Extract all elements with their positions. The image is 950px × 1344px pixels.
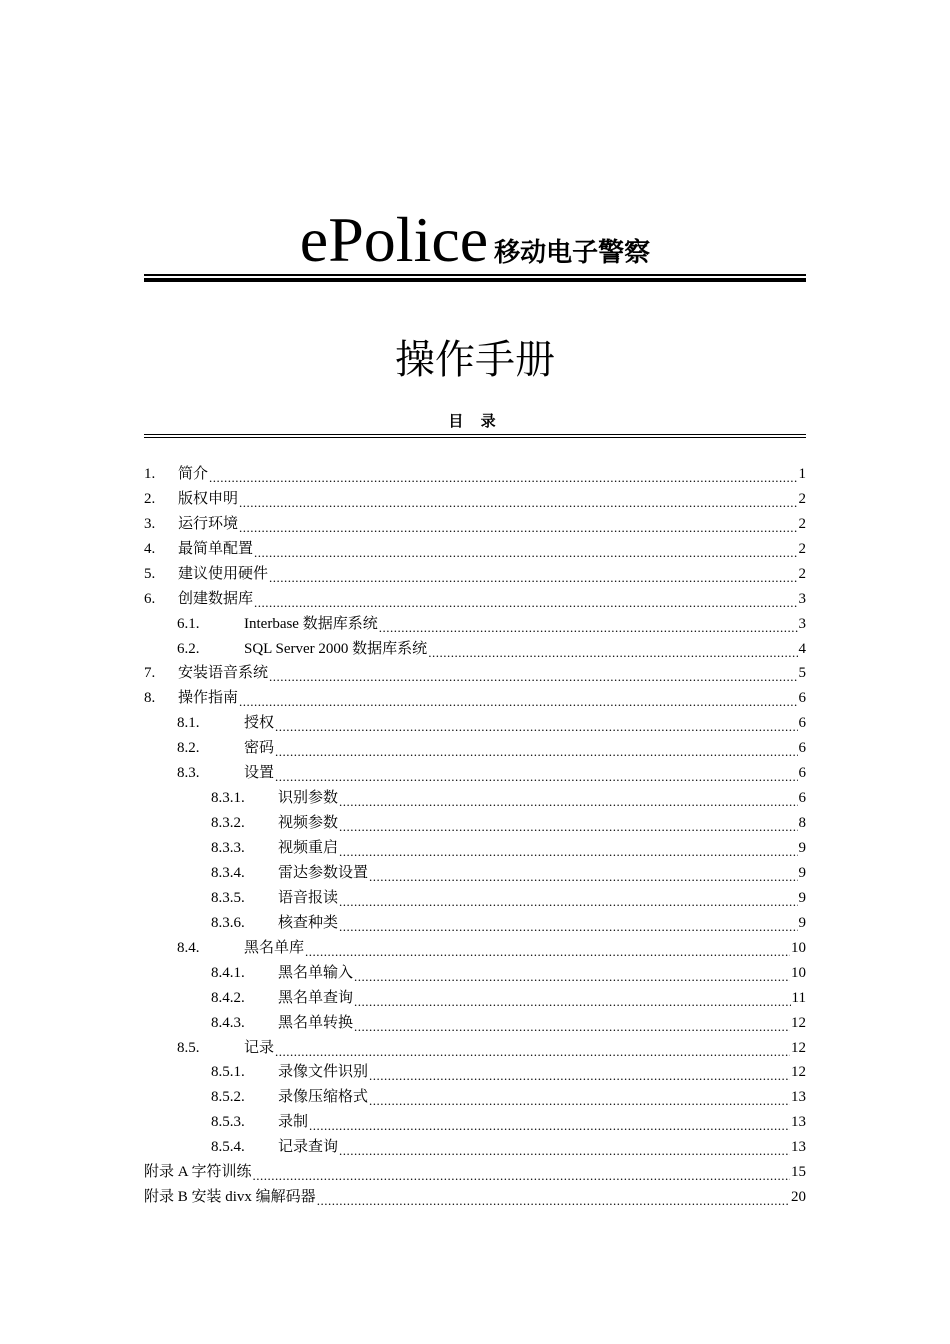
toc-dot-leader bbox=[275, 711, 797, 736]
toc-entry-page: 2 bbox=[798, 540, 806, 557]
toc-entry-number: 8. bbox=[144, 690, 156, 707]
toc-entry-label: 运行环境 bbox=[178, 515, 239, 532]
toc-entry-number: 8.2. bbox=[177, 740, 200, 757]
toc-dot-leader bbox=[354, 961, 790, 986]
toc-entry-label: 密码 bbox=[244, 740, 275, 757]
toc-dot-leader bbox=[354, 1011, 790, 1036]
toc-entry-number: 3. bbox=[144, 515, 156, 532]
toc-entry[interactable] bbox=[144, 986, 806, 1011]
toc-dot-leader bbox=[354, 986, 791, 1011]
toc-entry[interactable] bbox=[144, 686, 806, 711]
toc-entry-number: 8.3.4. bbox=[211, 864, 245, 881]
toc-entry-label: 授权 bbox=[244, 715, 275, 732]
toc-entry-page: 5 bbox=[798, 665, 806, 682]
toc-entry-page: 6 bbox=[798, 740, 806, 757]
toc-dot-leader bbox=[339, 836, 797, 861]
toc-entry[interactable] bbox=[144, 761, 806, 786]
toc-entry-page: 1 bbox=[798, 465, 806, 482]
document-subtitle: 操作手册 bbox=[395, 337, 555, 383]
toc-entry[interactable] bbox=[144, 836, 806, 861]
toc-entry-number: 8.5.3. bbox=[211, 1114, 245, 1131]
toc-entry[interactable] bbox=[144, 961, 806, 986]
toc-entry-label: 黑名单转换 bbox=[278, 1014, 354, 1031]
toc-entry[interactable] bbox=[144, 587, 806, 612]
document-title bbox=[0, 200, 950, 280]
toc-entry[interactable] bbox=[144, 811, 806, 836]
toc-dot-leader bbox=[305, 936, 790, 961]
toc-entry-page: 3 bbox=[798, 590, 806, 607]
toc-entry-label: 创建数据库 bbox=[178, 590, 254, 607]
toc-entry-number: 8.1. bbox=[177, 715, 200, 732]
toc-entry[interactable] bbox=[144, 537, 806, 562]
toc-entry[interactable] bbox=[144, 637, 806, 662]
toc-entry-number: 6. bbox=[144, 590, 156, 607]
toc-entry[interactable] bbox=[144, 487, 806, 512]
toc-entry-page: 6 bbox=[798, 765, 806, 782]
toc-entry-page: 13 bbox=[791, 1089, 806, 1106]
toc-entry[interactable] bbox=[144, 1036, 806, 1061]
toc-dot-leader bbox=[254, 587, 797, 612]
toc-entry-number: 8.3.1. bbox=[211, 790, 245, 807]
toc-entry[interactable] bbox=[144, 786, 806, 811]
toc-entry-number: 1. bbox=[144, 465, 156, 482]
toc-dot-leader bbox=[239, 512, 797, 537]
toc-entry-label: 附录 A 字符训练 bbox=[144, 1164, 252, 1181]
toc-entry-label: 黑名单查询 bbox=[278, 989, 354, 1006]
toc-entry-page: 3 bbox=[798, 615, 806, 632]
toc-dot-leader bbox=[317, 1185, 790, 1210]
toc-entry-label: 最简单配置 bbox=[178, 540, 254, 557]
toc-entry-page: 4 bbox=[798, 640, 806, 657]
toc-dot-leader bbox=[269, 562, 797, 587]
toc-entry-page: 12 bbox=[791, 1014, 806, 1031]
toc-dot-leader bbox=[239, 686, 797, 711]
toc-entry[interactable] bbox=[144, 1110, 806, 1135]
toc-entry-label: 视频参数 bbox=[278, 815, 339, 832]
toc-entry-label: 操作指南 bbox=[178, 690, 239, 707]
toc-entry-page: 20 bbox=[791, 1189, 806, 1206]
toc-entry-label: 黑名单输入 bbox=[278, 964, 354, 981]
toc-entry-number: 8.3.3. bbox=[211, 840, 245, 857]
toc-entry-number: 5. bbox=[144, 565, 156, 582]
toc-entry[interactable] bbox=[144, 1160, 806, 1185]
toc-dot-leader bbox=[275, 736, 797, 761]
toc-entry[interactable] bbox=[144, 1085, 806, 1110]
toc-entry-label: 视频重启 bbox=[278, 840, 339, 857]
title-divider bbox=[144, 274, 806, 282]
toc-dot-leader bbox=[339, 811, 797, 836]
toc-entry-number: 8.4.2. bbox=[211, 989, 245, 1006]
toc-heading: 目 录 bbox=[448, 412, 502, 430]
toc-entry-page: 6 bbox=[798, 715, 806, 732]
toc-dot-leader bbox=[275, 761, 797, 786]
toc-entry-page: 9 bbox=[798, 864, 806, 881]
toc-entry-number: 6.2. bbox=[177, 640, 200, 657]
toc-entry[interactable] bbox=[144, 1011, 806, 1036]
toc-dot-leader bbox=[339, 886, 797, 911]
toc-entry[interactable] bbox=[144, 1185, 806, 1210]
toc-entry-number: 8.3.5. bbox=[211, 889, 245, 906]
toc-entry[interactable] bbox=[144, 936, 806, 961]
toc-dot-leader bbox=[339, 1135, 790, 1160]
toc-entry-page: 2 bbox=[798, 565, 806, 582]
toc-entry-number: 8.4.3. bbox=[211, 1014, 245, 1031]
toc-entry-number: 2. bbox=[144, 490, 156, 507]
toc-dot-leader bbox=[253, 1160, 790, 1185]
toc-entry-number: 8.5.1. bbox=[211, 1064, 245, 1081]
toc-entry-number: 8.4.1. bbox=[211, 964, 245, 981]
toc-entry-label: 建议使用硬件 bbox=[178, 565, 269, 582]
toc-entry[interactable] bbox=[144, 861, 806, 886]
toc-entry-label: 版权申明 bbox=[178, 490, 239, 507]
toc-entry[interactable] bbox=[144, 662, 806, 687]
toc-dot-leader bbox=[269, 662, 797, 687]
toc-entry-page: 12 bbox=[791, 1039, 806, 1056]
toc-entry[interactable] bbox=[144, 886, 806, 911]
toc-entry-number: 8.5. bbox=[177, 1039, 200, 1056]
toc-dot-leader bbox=[369, 861, 797, 886]
toc-entry[interactable] bbox=[144, 562, 806, 587]
toc-entry-number: 8.5.4. bbox=[211, 1139, 245, 1156]
toc-entry-label: Interbase 数据库系统 bbox=[244, 615, 378, 632]
toc-entry-label: 记录查询 bbox=[278, 1139, 339, 1156]
toc-entry-label: 语音报读 bbox=[278, 889, 339, 906]
toc-entry-page: 9 bbox=[798, 840, 806, 857]
toc-entry-label: 雷达参数设置 bbox=[278, 864, 369, 881]
toc-entry-label: 核查种类 bbox=[278, 914, 339, 931]
toc-entry-label: 记录 bbox=[244, 1039, 275, 1056]
toc-entry[interactable] bbox=[144, 736, 806, 761]
toc-entry-label: 安装语音系统 bbox=[178, 665, 269, 682]
toc-entry[interactable] bbox=[144, 711, 806, 736]
toc-dot-leader bbox=[369, 1061, 790, 1086]
toc-dot-leader bbox=[275, 1036, 790, 1061]
toc-entry-label: SQL Server 2000 数据库系统 bbox=[244, 640, 428, 657]
toc-entry-label: 设置 bbox=[244, 765, 275, 782]
toc-entry-page: 13 bbox=[791, 1139, 806, 1156]
toc-divider bbox=[144, 434, 806, 438]
title-cjk: 移动电子警察 bbox=[494, 238, 651, 268]
toc-entry-label: 识别参数 bbox=[278, 790, 339, 807]
toc-entry-page: 6 bbox=[798, 690, 806, 707]
toc-entry-number: 8.3. bbox=[177, 765, 200, 782]
title-latin: ePolice bbox=[299, 204, 489, 275]
toc-entry-label: 录像文件识别 bbox=[278, 1064, 369, 1081]
toc-entry-label: 附录 B 安装 divx 编解码器 bbox=[144, 1189, 316, 1206]
toc-dot-leader bbox=[339, 786, 797, 811]
toc-entry-number: 8.3.6. bbox=[211, 914, 245, 931]
toc-entry-page: 8 bbox=[798, 815, 806, 832]
toc-entry-page: 2 bbox=[798, 490, 806, 507]
toc-entry-number: 4. bbox=[144, 540, 156, 557]
toc-entry[interactable] bbox=[144, 1135, 806, 1160]
toc-entry[interactable] bbox=[144, 462, 806, 487]
toc-entry-label: 黑名单库 bbox=[244, 939, 305, 956]
toc-entry-page: 6 bbox=[798, 790, 806, 807]
table-of-contents bbox=[144, 462, 806, 1210]
toc-entry-number: 8.4. bbox=[177, 939, 200, 956]
toc-entry-page: 12 bbox=[791, 1064, 806, 1081]
toc-dot-leader bbox=[379, 612, 798, 637]
toc-entry-page: 10 bbox=[791, 964, 806, 981]
toc-dot-leader bbox=[339, 911, 797, 936]
toc-dot-leader bbox=[428, 637, 797, 662]
toc-entry-page: 11 bbox=[791, 989, 806, 1006]
toc-dot-leader bbox=[309, 1110, 790, 1135]
toc-dot-leader bbox=[209, 462, 797, 487]
toc-entry-label: 录像压缩格式 bbox=[278, 1089, 369, 1106]
toc-entry-number: 8.3.2. bbox=[211, 815, 245, 832]
toc-entry-page: 10 bbox=[791, 939, 806, 956]
toc-entry-number: 8.5.2. bbox=[211, 1089, 245, 1106]
toc-entry[interactable] bbox=[144, 1061, 806, 1086]
toc-entry-page: 9 bbox=[798, 914, 806, 931]
toc-entry-label: 录制 bbox=[278, 1114, 309, 1131]
toc-entry-page: 15 bbox=[791, 1164, 806, 1181]
toc-dot-leader bbox=[369, 1085, 790, 1110]
toc-entry[interactable] bbox=[144, 612, 806, 637]
toc-entry-page: 9 bbox=[798, 889, 806, 906]
toc-entry-number: 6.1. bbox=[177, 615, 200, 632]
toc-entry[interactable] bbox=[144, 911, 806, 936]
toc-entry-number: 7. bbox=[144, 665, 156, 682]
toc-dot-leader bbox=[239, 487, 797, 512]
toc-entry-label: 简介 bbox=[178, 465, 209, 482]
toc-entry-page: 2 bbox=[798, 515, 806, 532]
toc-entry[interactable] bbox=[144, 512, 806, 537]
toc-dot-leader bbox=[254, 537, 797, 562]
toc-entry-page: 13 bbox=[791, 1114, 806, 1131]
